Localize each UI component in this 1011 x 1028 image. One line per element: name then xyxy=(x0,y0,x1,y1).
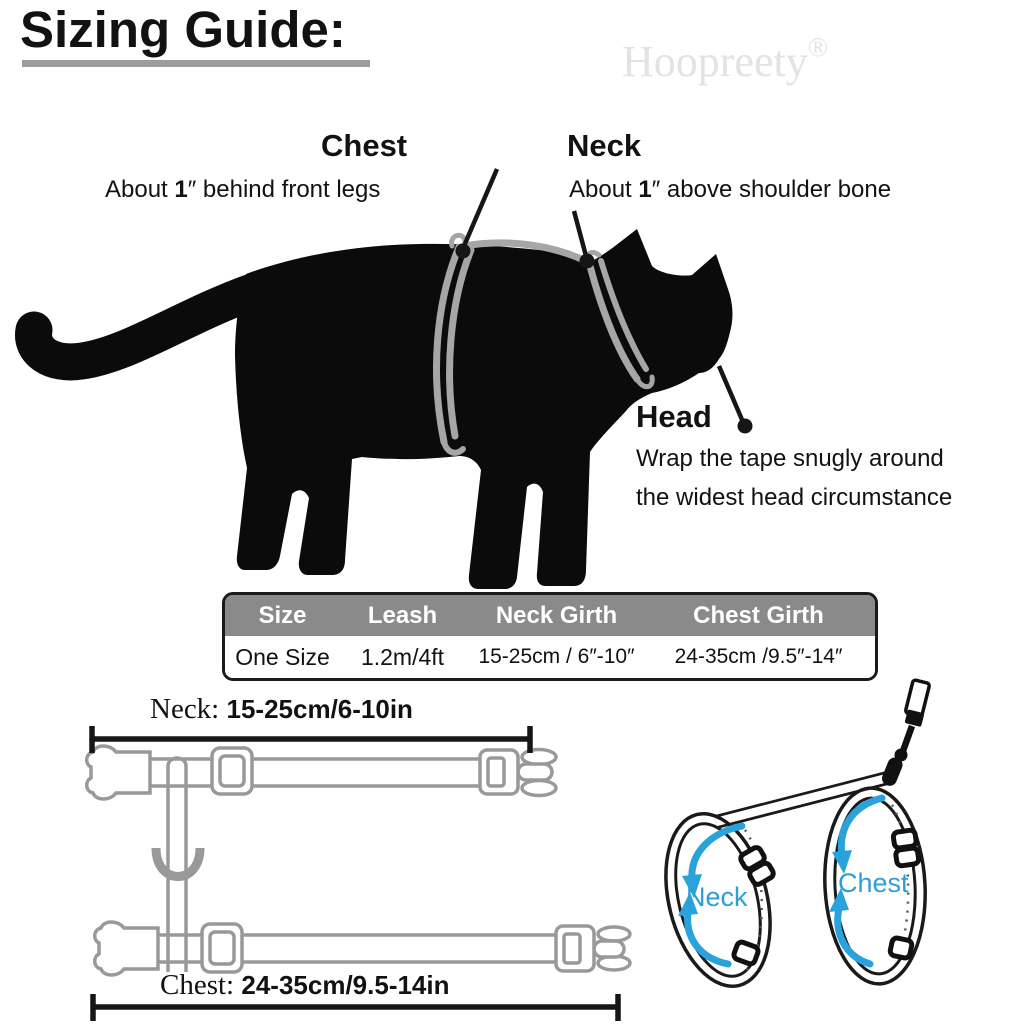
loop-chest-label: Chest xyxy=(838,868,909,898)
flat-harness-diagram xyxy=(87,746,630,975)
size-table-data-row xyxy=(225,636,875,678)
neck-upper-arrow xyxy=(692,826,742,880)
neck-measure-word: Neck: xyxy=(150,693,227,725)
chest-leader-dot xyxy=(456,244,471,259)
cell-neck-girth: 15-25cm / 6″-10″ xyxy=(478,645,635,668)
chest-loop-lower-clip xyxy=(889,937,912,959)
neck-desc-prefix: About xyxy=(569,176,639,203)
chest-strap-left-buckle xyxy=(95,922,158,975)
header-size: Size xyxy=(258,601,307,629)
neck-measurement-bracket xyxy=(92,726,530,753)
neck-strap-band xyxy=(150,759,482,786)
size-table xyxy=(222,592,878,681)
neck-strap-left-buckle xyxy=(87,746,150,799)
chest-measure-value: 24-35cm/9.5-14in xyxy=(241,970,450,1000)
neck-callout-heading: Neck xyxy=(567,128,642,163)
page-title: Sizing Guide: xyxy=(20,1,346,58)
head-callout-line2: the widest head circumstance xyxy=(636,484,953,511)
neck-measure-value: 15-25cm/6-10in xyxy=(226,694,413,724)
head-callout-heading: Head xyxy=(636,399,712,434)
leash-strap xyxy=(903,726,912,751)
neck-leader-line xyxy=(574,211,586,256)
neck-lower-arrow xyxy=(688,912,728,964)
brand-name: Hoopreety xyxy=(622,37,808,86)
chest-measure-word: Chest: xyxy=(160,969,242,1001)
chest-desc-suffix: ″ behind front legs xyxy=(187,176,381,203)
header-neck-girth: Neck Girth xyxy=(495,601,618,629)
loop-neck-label: Neck xyxy=(686,882,748,912)
title-underline xyxy=(22,60,370,67)
header-leash: Leash xyxy=(367,601,438,629)
neck-loop-upper-clip xyxy=(739,846,775,886)
brand-watermark xyxy=(622,32,829,87)
registered-mark: ® xyxy=(807,32,829,63)
head-leader-dot xyxy=(738,419,753,434)
neck-strap-clasp xyxy=(480,750,556,796)
chest-strap-clasp xyxy=(556,926,630,971)
cell-size: One Size xyxy=(235,643,330,670)
chest-loop-upper-clip xyxy=(893,830,920,867)
chest-upper-arrow xyxy=(841,798,882,856)
chest-callout-desc xyxy=(105,176,380,204)
neck-measurement-label xyxy=(150,693,413,726)
chest-leader-line xyxy=(464,169,497,246)
harness-loops-diagram xyxy=(649,680,930,998)
size-table-header-row xyxy=(225,595,875,636)
chest-callout-heading: Chest xyxy=(321,128,408,163)
cat-silhouette xyxy=(33,229,732,589)
cell-chest-girth: 24-35cm /9.5″-14″ xyxy=(674,645,843,668)
chest-desc-prefix: About xyxy=(105,176,175,203)
connector-loop xyxy=(156,848,200,877)
chest-measurement-label xyxy=(160,969,450,1002)
neck-desc-bold: 1 xyxy=(638,176,652,203)
chest-strap-slider-inner xyxy=(210,932,234,964)
header-chest-girth: Chest Girth xyxy=(693,601,824,629)
head-leader-line xyxy=(719,366,743,422)
neck-loop-lower-clip xyxy=(733,941,760,965)
chest-desc-bold: 1 xyxy=(174,176,188,203)
neck-strap-slider-inner xyxy=(220,756,244,786)
connector-strap xyxy=(168,758,186,972)
neck-callout-desc xyxy=(569,176,891,204)
neck-desc-suffix: ″ above shoulder bone xyxy=(651,176,892,203)
cat-tail xyxy=(33,292,252,362)
neck-leader-dot xyxy=(580,254,595,269)
head-callout-line1: Wrap the tape snugly around xyxy=(636,445,944,472)
cell-leash: 1.2m/4ft xyxy=(360,643,445,670)
